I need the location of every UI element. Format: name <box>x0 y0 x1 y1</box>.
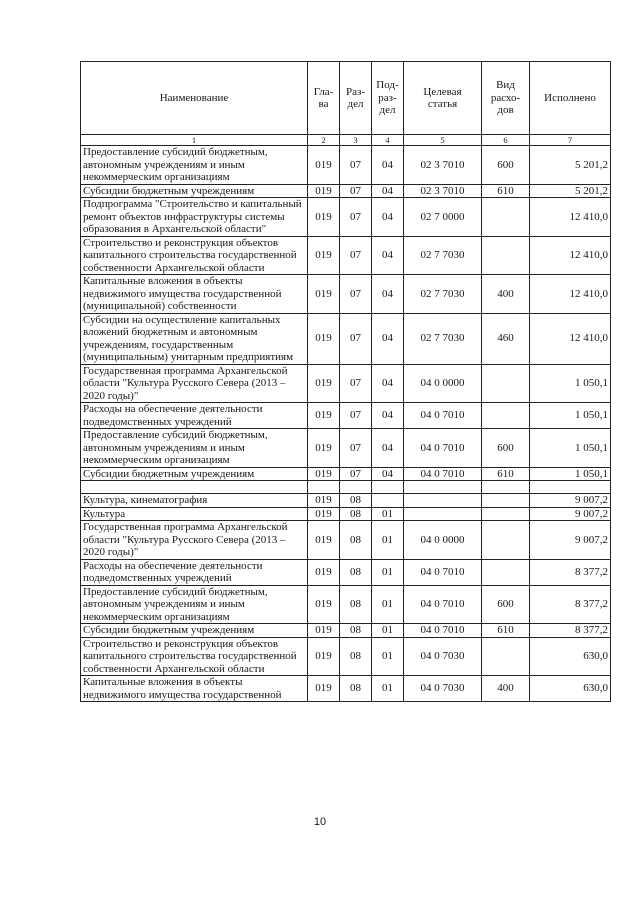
table-row <box>81 467 611 481</box>
row-glava: 019 <box>308 184 340 198</box>
row-glava: 019 <box>308 507 340 521</box>
row-razdel: 08 <box>340 559 372 585</box>
row-podrazdel: 04 <box>372 184 404 198</box>
row-statya: 04 0 7030 <box>404 676 482 702</box>
row-vid <box>482 364 530 403</box>
row-razdel: 07 <box>340 467 372 481</box>
row-name <box>81 481 308 494</box>
row-amount: 8 377,2 <box>530 624 611 638</box>
row-amount: 1 050,1 <box>530 429 611 468</box>
row-name: Капитальные вложения в объекты недвижимого имущества государственной (муниципальной) собственности <box>81 275 308 314</box>
row-amount: 12 410,0 <box>530 236 611 275</box>
row-vid: 600 <box>482 585 530 624</box>
table-row <box>81 429 611 468</box>
row-amount: 1 050,1 <box>530 467 611 481</box>
row-vid: 600 <box>482 146 530 185</box>
header-statya: Целевая статья <box>404 62 482 135</box>
row-podrazdel <box>372 481 404 494</box>
column-number: 6 <box>482 135 530 146</box>
row-amount: 12 410,0 <box>530 275 611 314</box>
table-row <box>81 403 611 429</box>
column-number: 3 <box>340 135 372 146</box>
row-razdel: 08 <box>340 637 372 676</box>
row-amount: 630,0 <box>530 676 611 702</box>
row-statya: 02 3 7010 <box>404 146 482 185</box>
row-glava: 019 <box>308 585 340 624</box>
row-podrazdel: 01 <box>372 507 404 521</box>
row-amount: 1 050,1 <box>530 364 611 403</box>
row-podrazdel: 01 <box>372 676 404 702</box>
column-number: 4 <box>372 135 404 146</box>
row-statya <box>404 507 482 521</box>
row-podrazdel: 04 <box>372 429 404 468</box>
row-name: Государственная программа Архангельской области "Культура Русского Севера (2013 – 2020 годы)" <box>81 364 308 403</box>
row-vid: 600 <box>482 429 530 468</box>
row-razdel: 08 <box>340 624 372 638</box>
row-amount <box>530 481 611 494</box>
column-number: 1 <box>81 135 308 146</box>
column-number-row <box>81 135 611 146</box>
row-statya: 04 0 7010 <box>404 559 482 585</box>
row-vid <box>482 559 530 585</box>
row-name: Расходы на обеспечение деятельности подведомственных учреждений <box>81 403 308 429</box>
row-amount: 5 201,2 <box>530 146 611 185</box>
row-statya: 04 0 7010 <box>404 429 482 468</box>
row-name: Строительство и реконструкция объектов капитального строительства государственной собственности Архангельской области <box>81 236 308 275</box>
table-row <box>81 236 611 275</box>
table-row <box>81 146 611 185</box>
row-name: Подпрограмма "Строительство и капитальный ремонт объектов инфраструктуры системы образования в Архангельской области" <box>81 198 308 237</box>
header-razdel: Раз- дел <box>340 62 372 135</box>
row-statya: 02 7 7030 <box>404 236 482 275</box>
header-podrazdel: Под- раз- дел <box>372 62 404 135</box>
row-amount: 8 377,2 <box>530 559 611 585</box>
row-razdel: 07 <box>340 184 372 198</box>
row-podrazdel: 04 <box>372 403 404 429</box>
row-amount: 8 377,2 <box>530 585 611 624</box>
row-vid: 460 <box>482 313 530 364</box>
row-name: Расходы на обеспечение деятельности подведомственных учреждений <box>81 559 308 585</box>
table-row <box>81 481 611 494</box>
row-amount: 9 007,2 <box>530 521 611 560</box>
header-vid: Вид расхо- дов <box>482 62 530 135</box>
row-statya: 04 0 0000 <box>404 521 482 560</box>
table-body <box>81 146 611 702</box>
row-razdel <box>340 481 372 494</box>
row-podrazdel <box>372 494 404 508</box>
row-name: Субсидии бюджетным учреждениям <box>81 467 308 481</box>
row-podrazdel: 01 <box>372 624 404 638</box>
row-statya: 04 0 7010 <box>404 624 482 638</box>
row-glava: 019 <box>308 313 340 364</box>
row-name: Строительство и реконструкция объектов капитального строительства государственной собственности Архангельской области <box>81 637 308 676</box>
row-podrazdel: 04 <box>372 198 404 237</box>
row-glava <box>308 481 340 494</box>
table-row <box>81 521 611 560</box>
header-glava: Гла- ва <box>308 62 340 135</box>
header-amount: Исполнено <box>530 62 611 135</box>
row-glava: 019 <box>308 403 340 429</box>
table-row <box>81 624 611 638</box>
row-amount: 630,0 <box>530 637 611 676</box>
row-statya <box>404 494 482 508</box>
row-glava: 019 <box>308 198 340 237</box>
table-row <box>81 364 611 403</box>
table-row <box>81 494 611 508</box>
table-row <box>81 585 611 624</box>
table-row <box>81 313 611 364</box>
row-glava: 019 <box>308 275 340 314</box>
row-statya: 04 0 0000 <box>404 364 482 403</box>
row-vid <box>482 507 530 521</box>
row-vid <box>482 494 530 508</box>
row-glava: 019 <box>308 236 340 275</box>
row-podrazdel: 04 <box>372 313 404 364</box>
row-vid: 610 <box>482 184 530 198</box>
row-glava: 019 <box>308 494 340 508</box>
row-razdel: 08 <box>340 494 372 508</box>
budget-execution-table <box>80 61 611 702</box>
row-glava: 019 <box>308 467 340 481</box>
row-name: Субсидии бюджетным учреждениям <box>81 184 308 198</box>
row-razdel: 07 <box>340 403 372 429</box>
page-number: 10 <box>313 816 327 828</box>
table-row <box>81 275 611 314</box>
row-name: Субсидии бюджетным учреждениям <box>81 624 308 638</box>
row-vid: 610 <box>482 624 530 638</box>
row-razdel: 07 <box>340 364 372 403</box>
row-name: Субсидии на осуществление капитальных вложений бюджетным и автономным учреждениям, государственным (муниципальным) унитарным предприятиям <box>81 313 308 364</box>
row-razdel: 07 <box>340 198 372 237</box>
row-statya: 04 0 7010 <box>404 585 482 624</box>
row-razdel: 07 <box>340 146 372 185</box>
row-glava: 019 <box>308 676 340 702</box>
row-vid <box>482 637 530 676</box>
row-razdel: 08 <box>340 676 372 702</box>
row-glava: 019 <box>308 637 340 676</box>
row-vid: 400 <box>482 275 530 314</box>
row-glava: 019 <box>308 429 340 468</box>
row-statya: 04 0 7010 <box>404 467 482 481</box>
row-vid <box>482 403 530 429</box>
row-razdel: 08 <box>340 585 372 624</box>
row-name: Культура, кинематография <box>81 494 308 508</box>
row-razdel: 07 <box>340 429 372 468</box>
row-glava: 019 <box>308 559 340 585</box>
row-vid <box>482 236 530 275</box>
row-statya: 02 7 7030 <box>404 313 482 364</box>
row-razdel: 08 <box>340 507 372 521</box>
header-row <box>81 62 611 135</box>
row-name: Предоставление субсидий бюджетным, автономным учреждениям и иным некоммерческим организациям <box>81 585 308 624</box>
row-glava: 019 <box>308 624 340 638</box>
column-number: 5 <box>404 135 482 146</box>
row-glava: 019 <box>308 521 340 560</box>
row-amount: 12 410,0 <box>530 313 611 364</box>
row-razdel: 08 <box>340 521 372 560</box>
row-glava: 019 <box>308 146 340 185</box>
table-row <box>81 637 611 676</box>
row-podrazdel: 01 <box>372 585 404 624</box>
row-podrazdel: 04 <box>372 275 404 314</box>
row-podrazdel: 01 <box>372 637 404 676</box>
row-glava: 019 <box>308 364 340 403</box>
row-statya: 04 0 7010 <box>404 403 482 429</box>
row-razdel: 07 <box>340 236 372 275</box>
row-vid <box>482 198 530 237</box>
row-razdel: 07 <box>340 275 372 314</box>
row-podrazdel: 01 <box>372 559 404 585</box>
row-amount: 12 410,0 <box>530 198 611 237</box>
row-name: Предоставление субсидий бюджетным, автономным учреждениям и иным некоммерческим организациям <box>81 429 308 468</box>
row-amount: 9 007,2 <box>530 494 611 508</box>
row-name: Капитальные вложения в объекты недвижимого имущества государственной <box>81 676 308 702</box>
row-amount: 1 050,1 <box>530 403 611 429</box>
column-number: 7 <box>530 135 611 146</box>
row-statya: 02 7 7030 <box>404 275 482 314</box>
row-statya: 02 3 7010 <box>404 184 482 198</box>
table-row <box>81 184 611 198</box>
row-podrazdel: 04 <box>372 467 404 481</box>
row-vid <box>482 521 530 560</box>
row-statya: 04 0 7030 <box>404 637 482 676</box>
row-podrazdel: 04 <box>372 364 404 403</box>
header-name: Наименование <box>81 62 308 135</box>
column-number: 2 <box>308 135 340 146</box>
row-statya <box>404 481 482 494</box>
row-podrazdel: 04 <box>372 146 404 185</box>
row-vid: 610 <box>482 467 530 481</box>
row-podrazdel: 04 <box>372 236 404 275</box>
row-statya: 02 7 0000 <box>404 198 482 237</box>
row-razdel: 07 <box>340 313 372 364</box>
row-podrazdel: 01 <box>372 521 404 560</box>
table-row <box>81 676 611 702</box>
table-row <box>81 559 611 585</box>
table-row <box>81 198 611 237</box>
row-name: Культура <box>81 507 308 521</box>
table-row <box>81 507 611 521</box>
row-vid <box>482 481 530 494</box>
row-amount: 9 007,2 <box>530 507 611 521</box>
row-name: Государственная программа Архангельской области "Культура Русского Севера (2013 – 2020 годы)" <box>81 521 308 560</box>
row-amount: 5 201,2 <box>530 184 611 198</box>
row-vid: 400 <box>482 676 530 702</box>
row-name: Предоставление субсидий бюджетным, автономным учреждениям и иным некоммерческим организациям <box>81 146 308 185</box>
